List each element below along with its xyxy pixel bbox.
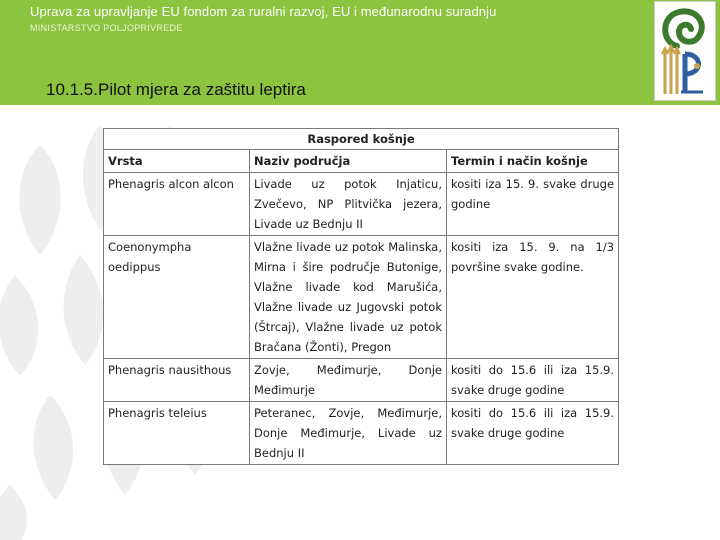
species-cell: Coenonympha oedippus — [104, 236, 250, 359]
header-title: Uprava za upravljanje EU fondom za ruralni razvoj, EU i međunarodnu suradnju — [30, 4, 497, 19]
slide-title: 10.1.5.Pilot mjera za zaštitu leptira — [46, 80, 306, 99]
column-header-species: Vrsta — [104, 150, 250, 173]
ministry-logo-icon — [655, 2, 715, 100]
header-subtitle: MINISTARSTVO POLJOPRIVREDE — [30, 23, 183, 33]
ministry-logo — [654, 1, 716, 101]
table-row — [104, 173, 619, 236]
column-header-mowing: Termin i način košnje — [447, 150, 619, 173]
area-cell: Peteranec, Zovje, Međimurje, Donje Međimurje, Livade uz Bednju II — [250, 402, 447, 465]
species-cell: Phenagris alcon alcon — [104, 173, 250, 236]
mowing-schedule-table — [103, 128, 619, 465]
table-caption: Raspored košnje — [104, 129, 619, 150]
table-row — [104, 236, 619, 359]
mowing-cell: kositi do 15.6 ili iza 15.9. svake druge godine — [447, 402, 619, 465]
area-cell: Vlažne livade uz potok Malinska, Mirna i šire područje Butonige, Vlažne livade kod Marušića, Vlažne livade uz Jugovski potok (Štrcaj), Vlažne livade uz potok Bračana (Žonti), Pregon — [250, 236, 447, 359]
table-row — [104, 359, 619, 402]
mowing-cell: kositi iza 15. 9. na 1/3 površine svake godine. — [447, 236, 619, 359]
species-cell: Phenagris nausithous — [104, 359, 250, 402]
mowing-cell: kositi iza 15. 9. svake druge godine — [447, 173, 619, 236]
mowing-cell: kositi do 15.6 ili iza 15.9. svake druge godine — [447, 359, 619, 402]
column-header-area: Naziv područja — [250, 150, 447, 173]
area-cell: Zovje, Međimurje, Donje Međimurje — [250, 359, 447, 402]
area-cell: Livade uz potok Injaticu, Zvečevo, NP Plitvička jezera, Livade uz Bednju II — [250, 173, 447, 236]
species-cell: Phenagris teleius — [104, 402, 250, 465]
table-header-row — [104, 150, 619, 173]
table-row — [104, 402, 619, 465]
